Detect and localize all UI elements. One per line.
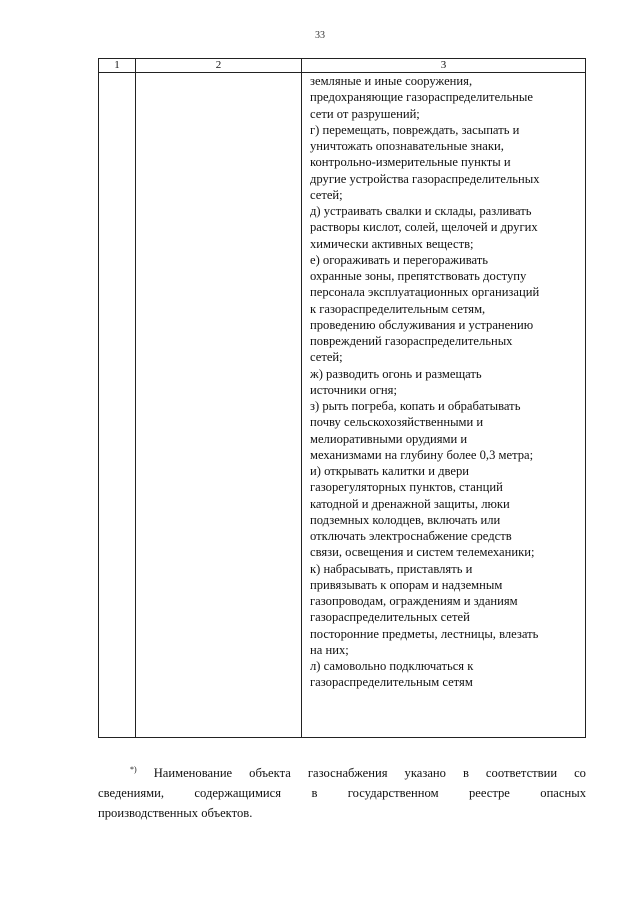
content-line: источники огня; <box>310 382 397 397</box>
content-line: привязывать к опорам и надземным <box>310 577 503 592</box>
content-line: з) рыть погреба, копать и обрабатывать <box>310 399 521 413</box>
content-line: контрольно-измерительные пункты и <box>310 155 511 170</box>
page-number: 33 <box>315 30 325 41</box>
content-line: газопроводам, ограждениям и зданиям <box>310 594 518 608</box>
content-line: охранные зоны, препятствовать доступу <box>310 269 527 283</box>
footnote-line-3: производственных объектов. <box>98 806 253 821</box>
content-line: растворы кислот, солей, щелочей и других <box>310 220 538 235</box>
footnote-text-1: Наименование объекта газоснабжения указано в соответствии со <box>153 766 586 781</box>
content-line: газорегуляторных пунктов, станций <box>310 480 503 495</box>
content-line: е) огораживать и перегораживать <box>310 252 489 267</box>
column-header-3: 3 <box>302 59 586 73</box>
content-line: на них; <box>310 642 349 657</box>
content-line: проведению обслуживания и устранению <box>310 317 534 332</box>
content-line: механизмами на глубину более 0,3 метра; <box>310 447 534 462</box>
content-line: отключать электроснабжение средств <box>310 529 512 543</box>
content-line: подземных колодцев, включать или <box>310 512 501 527</box>
content-line: персонала эксплуатационных организаций <box>310 285 540 300</box>
content-line: другие устройства газораспределительных <box>310 171 540 186</box>
content-line: сети от разрушений; <box>310 106 420 121</box>
footnote-line-2: сведениями, содержащимися в государственном реестре опасных <box>98 786 586 801</box>
content-line: предохраняющие газораспределительные <box>310 90 533 105</box>
footnote-line-1 <box>98 760 586 783</box>
content-line: почву сельскохозяйственными и <box>310 415 484 430</box>
content-line: г) перемещать, повреждать, засыпать и <box>310 122 520 137</box>
table-row <box>99 73 586 738</box>
content-line: земляные и иные сооружения, <box>310 74 473 88</box>
content-line: химически активных веществ; <box>310 236 474 251</box>
cell-column-3-text <box>302 73 586 738</box>
content-line: газораспределительным сетям <box>310 675 473 690</box>
content-line: мелиоративными орудиями и <box>310 431 468 446</box>
regulation-table <box>98 58 586 738</box>
content-line: л) самовольно подключаться к <box>310 659 474 673</box>
content-line: посторонние предметы, лестницы, влезать <box>310 626 539 641</box>
content-line: к газораспределительным сетям, <box>310 301 486 316</box>
cell-column-2 <box>136 73 302 738</box>
content-line: катодной и дренажной защиты, люки <box>310 496 510 511</box>
cell-column-1 <box>99 73 136 738</box>
content-line: связи, освещения и систем телемеханики; <box>310 545 535 560</box>
content-line: повреждений газораспределительных <box>310 334 513 348</box>
footnote <box>98 760 586 823</box>
content-line: ж) разводить огонь и размещать <box>310 366 482 381</box>
column-header-1: 1 <box>99 59 136 73</box>
footnote-marker: *) <box>130 765 137 774</box>
content-line: сетей; <box>310 187 343 202</box>
content-line: сетей; <box>310 350 343 365</box>
content-line: уничтожать опознавательные знаки, <box>310 139 504 153</box>
column-header-2: 2 <box>136 59 302 73</box>
content-line: д) устраивать свалки и склады, разливать <box>310 204 532 218</box>
content-line: газораспределительных сетей <box>310 610 470 625</box>
table-header-row <box>99 59 586 73</box>
content-line: к) набрасывать, приставлять и <box>310 561 473 576</box>
content-line: и) открывать калитки и двери <box>310 464 469 478</box>
